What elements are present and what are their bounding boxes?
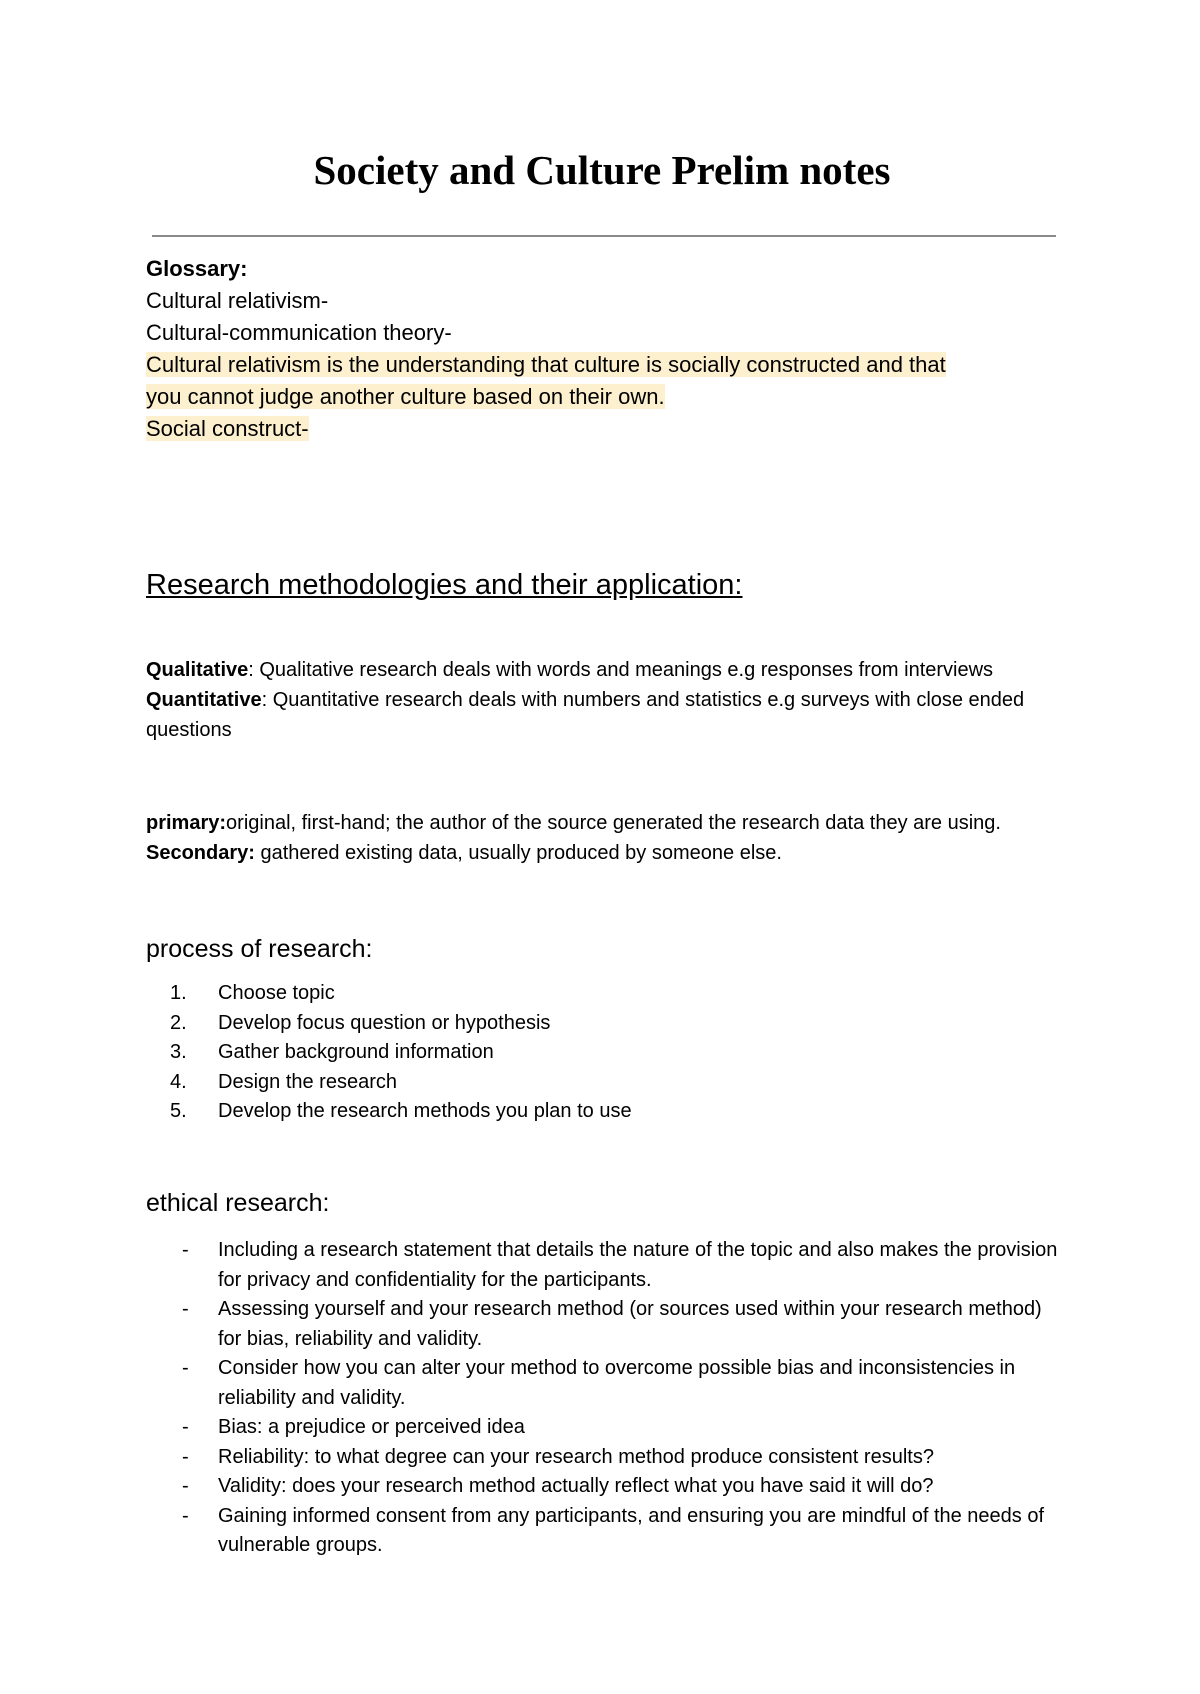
process-of-research-heading: process of research: (146, 935, 373, 963)
highlighted-glossary-line: you cannot judge another culture based on their own. (146, 384, 665, 409)
glossary-line: Cultural relativism- (146, 288, 329, 313)
list-item: 2. Develop focus question or hypothesis (170, 1011, 551, 1034)
list-item: - Assessing yourself and your research method (or sources used within your research method) for bias, reliability and validity. (182, 1298, 1042, 1350)
definition-term: Quantitative (146, 689, 262, 711)
glossary-label: Glossary: (146, 256, 248, 281)
ethical-research-list (146, 1236, 1058, 1561)
list-item: - Reliability: to what degree can your research method produce consistent results? (182, 1445, 934, 1468)
secondary-definition (146, 838, 1058, 868)
data-source-definitions (146, 808, 1058, 868)
definition-text: : Qualitative research deals with words and meanings e.g responses from interviews (248, 659, 994, 681)
list-item: - Consider how you can alter your method to overcome possible bias and inconsistencies in reliability and validity. (182, 1357, 1016, 1409)
definition-term: Secondary: (146, 842, 255, 864)
list-item: 5. Develop the research methods you plan to use (170, 1100, 632, 1122)
list-item: 4. Design the research (170, 1070, 397, 1093)
definition-text: gathered existing data, usually produced by someone else. (254, 842, 782, 864)
definition-term: Qualitative (146, 659, 249, 681)
research-methodologies-heading: Research methodologies and their application: (146, 569, 743, 601)
primary-definition (146, 808, 1058, 838)
list-item: - Validity: does your research method actually reflect what you have said it will do? (182, 1475, 934, 1497)
title-divider (152, 235, 1056, 237)
list-item: - Including a research statement that details the nature of the topic and also makes the provision for privacy and confidentiality for the participants. (182, 1239, 1058, 1291)
definition-term: primary: (146, 812, 227, 834)
highlighted-glossary-line: Social construct- (146, 416, 309, 441)
glossary-line: Cultural-communication theory- (146, 320, 452, 345)
list-item: 3. Gather background information (170, 1041, 494, 1063)
definition-text: original, first-hand; the author of the source generated the research data they are using. (226, 812, 1001, 834)
research-process-list (146, 979, 1058, 1127)
qualitative-definition (146, 655, 1058, 685)
research-type-definitions (146, 655, 1058, 745)
list-item: - Bias: a prejudice or perceived idea (182, 1416, 525, 1438)
list-item: - Gaining informed consent from any participants, and ensuring you are mindful of the needs of vulnerable groups. (182, 1504, 1045, 1556)
list-item: 1. Choose topic (170, 982, 335, 1004)
definition-text: : Quantitative research deals with numbers and statistics e.g surveys with close ended questions (146, 689, 1025, 741)
highlighted-glossary-line: Cultural relativism is the understanding that culture is socially constructed and that (146, 352, 946, 377)
quantitative-definition (146, 685, 1058, 745)
glossary-section (146, 253, 1058, 445)
document-title: Society and Culture Prelim notes (313, 147, 891, 193)
ethical-research-heading: ethical research: (146, 1189, 330, 1217)
